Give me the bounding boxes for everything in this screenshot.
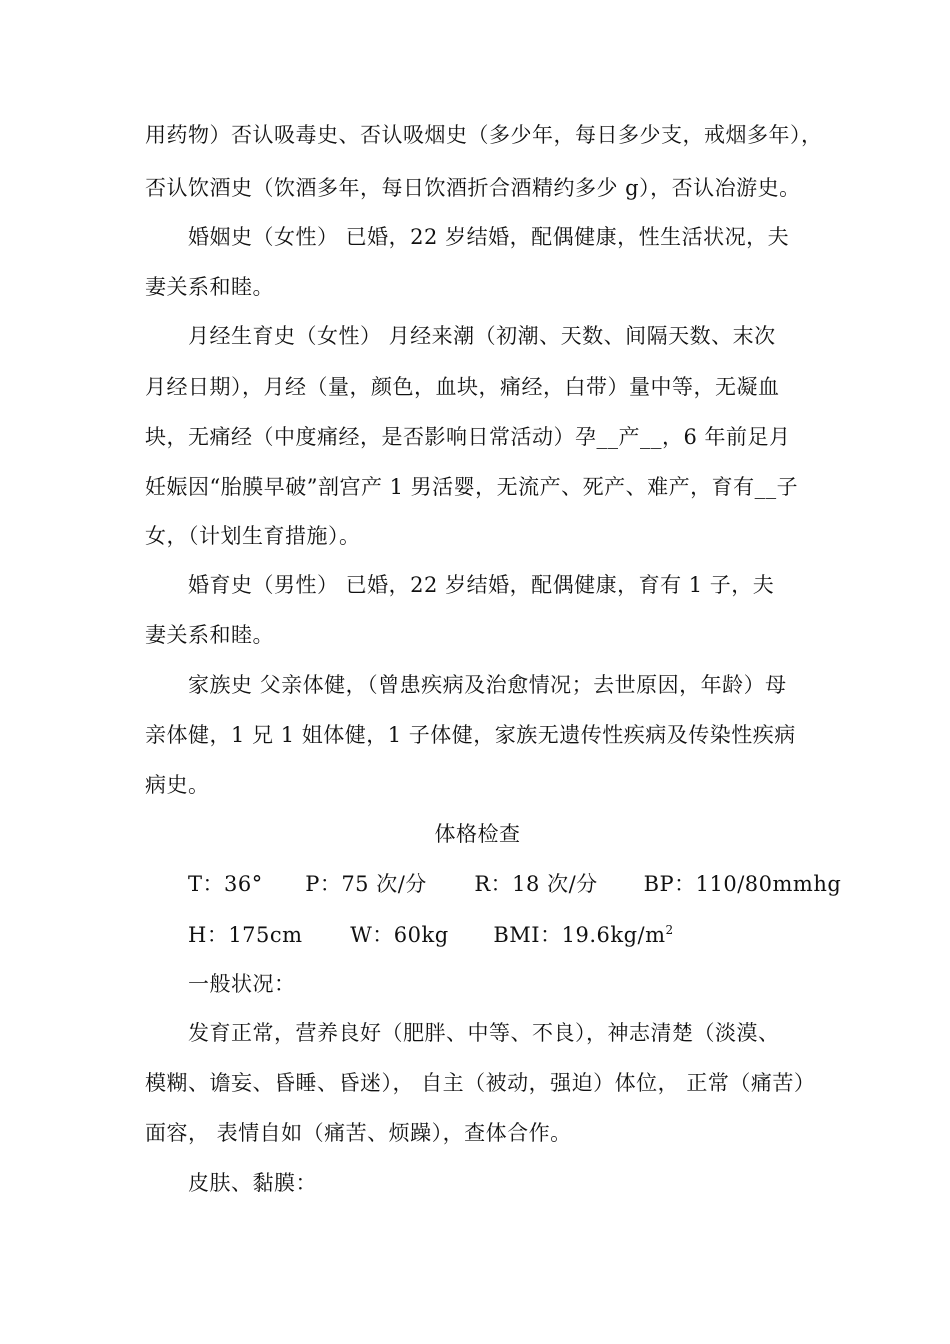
general-text-line-2: 模糊、谵妄、昏睡、昏迷）， 自主（被动，强迫）体位， 正常（痛苦） (145, 1071, 816, 1095)
general-condition-label: 一般状况： (188, 972, 296, 996)
menstrual-line-4: 妊娠因“胎膜早破”剖宫产 1 男活婴，无流产、死产、难产，育有__子 (145, 475, 799, 499)
menstrual-line-3: 块，无痛经（中度痛经，是否影响日常活动）孕__产__，6 年前足月 (145, 425, 791, 449)
personal-history-line-1: 用药物）否认吸毒史、否认吸烟史（多少年，每日多少支，戒烟多年）， (145, 123, 823, 147)
skin-mucosa-label: 皮肤、黏膜： (188, 1171, 317, 1195)
general-text-line-3: 面容， 表情自如（痛苦、烦躁），查体合作。 (145, 1121, 572, 1145)
personal-history-line-2: 否认饮酒史（饮酒多年，每日饮酒折合酒精约多少 g），否认冶游史。 (145, 176, 801, 200)
weight-value: W：60kg (350, 923, 449, 947)
vitals-row-2 (188, 920, 853, 950)
family-history-line-1: 家族史 父亲体健，（曾患疾病及治愈情况；去世原因，年龄）母 (188, 673, 787, 697)
bmi-text: BMI：19.6kg/m (493, 923, 666, 947)
menstrual-line-5: 女，（计划生育措施）。 (145, 524, 361, 548)
family-history-line-3: 病史。 (145, 773, 210, 797)
height-value: H：175cm (188, 923, 303, 947)
general-text-line-1: 发育正常，营养良好（肥胖、中等、不良），神志清楚（淡漠、 (188, 1021, 780, 1045)
pulse-value: P：75 次/分 (305, 872, 427, 896)
menstrual-line-1: 月经生育史（女性） 月经来潮（初潮、天数、间隔天数、末次 (188, 324, 776, 348)
marriage-male-line-1: 婚育史（男性） 已婚，22 岁结婚，配偶健康，育有 1 子，夫 (188, 573, 775, 597)
bmi-value (493, 920, 673, 950)
exam-title: 体格检查 (434, 822, 521, 846)
marriage-female-line-1: 婚姻史（女性） 已婚，22 岁结婚，配偶健康，性生活状况，夫 (188, 225, 790, 249)
family-history-line-2: 亲体健，1 兄 1 姐体健，1 子体健，家族无遗传性疾病及传染性疾病 (145, 723, 796, 747)
blood-pressure-value: BP：110/80mmhg (643, 872, 842, 896)
marriage-male-line-2: 妻关系和睦。 (145, 623, 274, 647)
temperature-value: T：36° (188, 872, 263, 896)
respiration-value: R：18 次/分 (474, 872, 598, 896)
bmi-superscript: 2 (665, 923, 674, 937)
vitals-row-1 (188, 869, 853, 899)
marriage-female-line-2: 妻关系和睦。 (145, 275, 274, 299)
menstrual-line-2: 月经日期），月经（量，颜色，血块，痛经，白带）量中等，无凝血 (145, 375, 780, 399)
